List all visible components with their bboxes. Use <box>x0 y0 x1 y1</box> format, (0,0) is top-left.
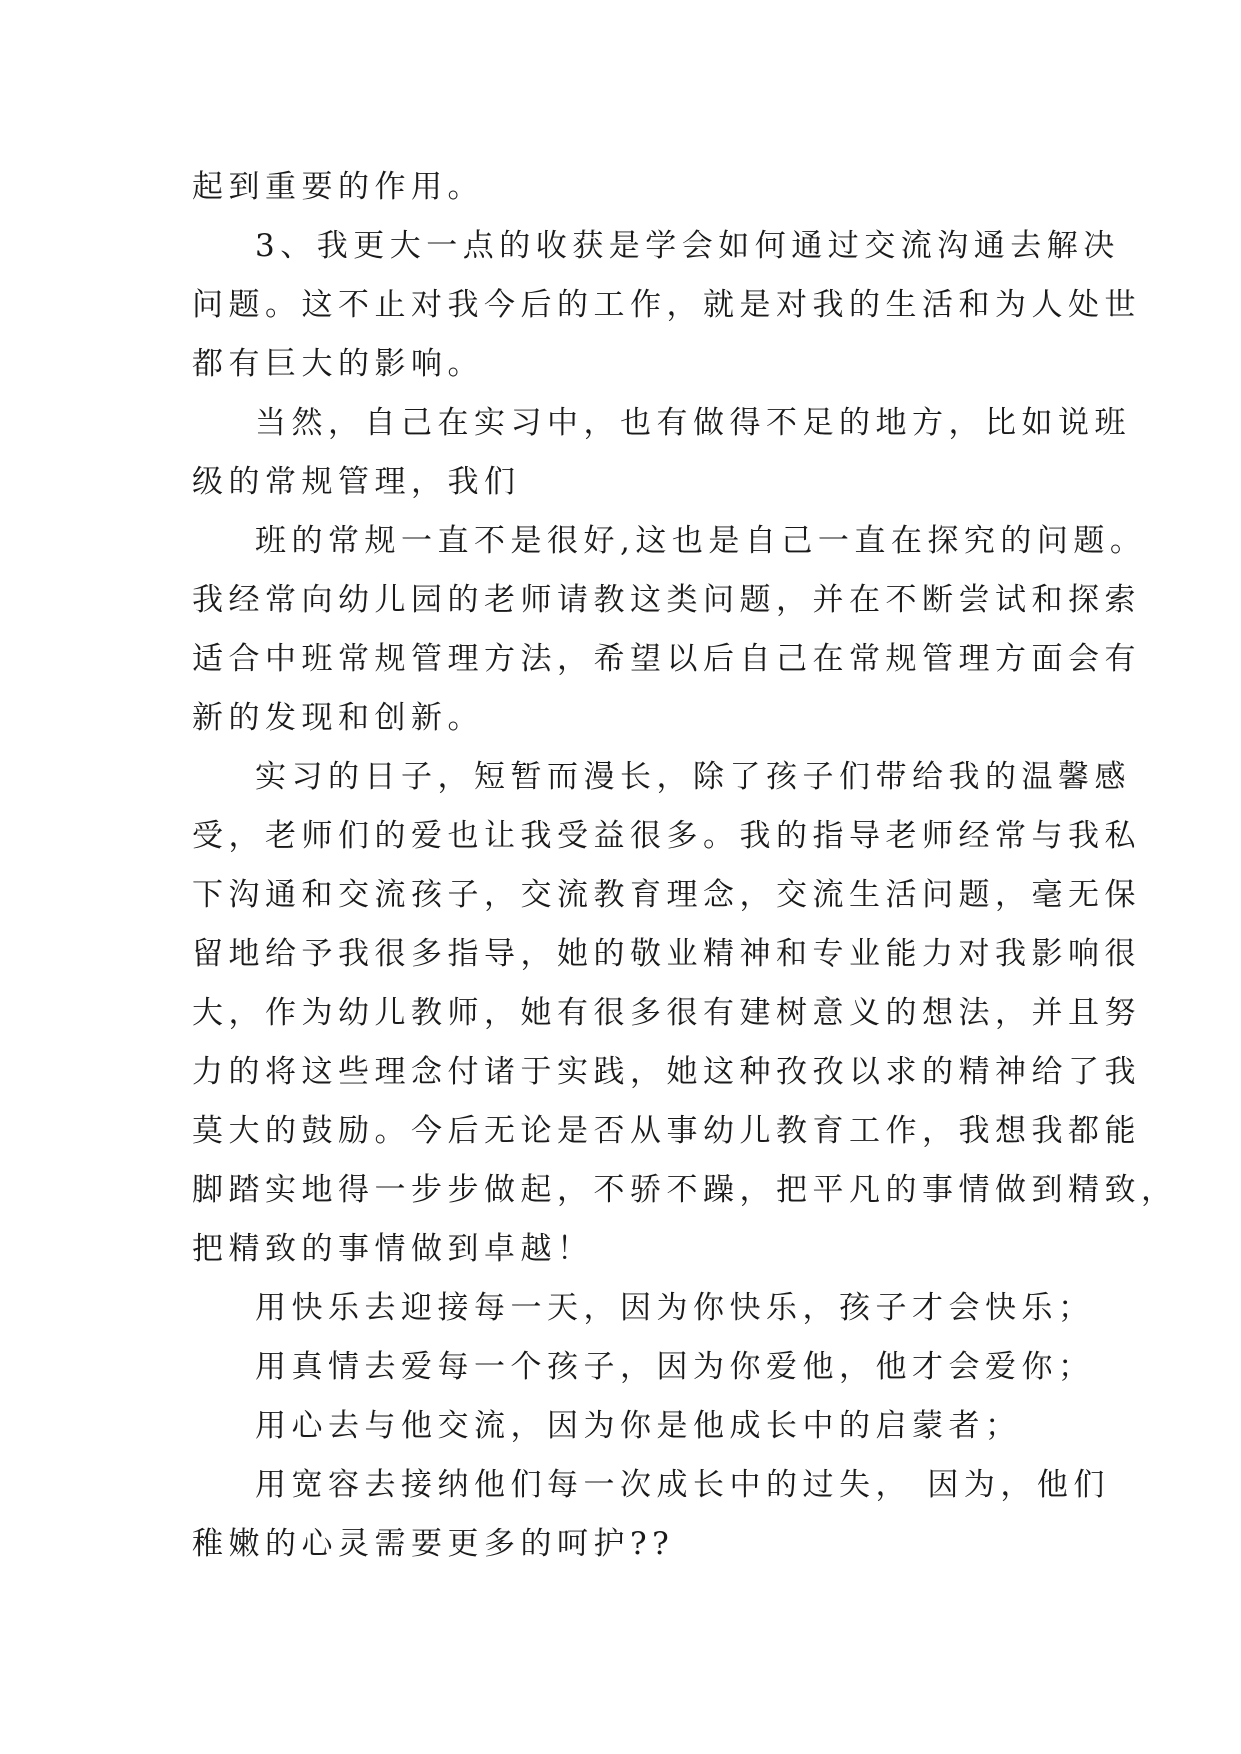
text-line: 实习的日子，短暂而漫长，除了孩子们带给我的温馨感 <box>255 759 1131 795</box>
text-line: 班的常规一直不是很好,这也是自己一直在探究的问题。 <box>255 523 1147 559</box>
text-line: 力的将这些理念付诸于实践，她这种孜孜以求的精神给了我 <box>192 1054 1141 1090</box>
text-line: 起到重要的作用。 <box>192 169 484 205</box>
text-line: 用宽容去接纳他们每一次成长中的过失， 因为，他们 <box>255 1467 1110 1503</box>
text-line: 把精致的事情做到卓越！ <box>192 1231 594 1267</box>
text-line: 下沟通和交流孩子，交流教育理念，交流生活问题，毫无保 <box>192 877 1141 913</box>
text-line: 问题。这不止对我今后的工作，就是对我的生活和为人处世 <box>192 287 1141 323</box>
text-line: 留地给予我很多指导，她的敬业精神和专业能力对我影响很 <box>192 936 1141 972</box>
body-text <box>192 158 1178 1574</box>
text-line: 适合中班常规管理方法，希望以后自己在常规管理方面会有 <box>192 641 1141 677</box>
text-line: 稚嫩的心灵需要更多的呵护?? <box>192 1526 675 1562</box>
text-line: 大，作为幼儿教师，她有很多很有建树意义的想法，并且努 <box>192 995 1141 1031</box>
text-line: 莫大的鼓励。今后无论是否从事幼儿教育工作，我想我都能 <box>192 1113 1141 1149</box>
text-line: 用快乐去迎接每一天，因为你快乐，孩子才会快乐； <box>255 1290 1095 1326</box>
text-line: 用心去与他交流，因为你是他成长中的启蒙者； <box>255 1408 1022 1444</box>
text-line: 用真情去爱每一个孩子，因为你爱他，他才会爱你； <box>255 1349 1095 1385</box>
text-line: 新的发现和创新。 <box>192 700 484 736</box>
text-line: 都有巨大的影响。 <box>192 346 484 382</box>
text-line: 脚踏实地得一步步做起，不骄不躁，把平凡的事情做到精致， <box>192 1172 1178 1208</box>
text-line: 受，老师们的爱也让我受益很多。我的指导老师经常与我私 <box>192 818 1141 854</box>
text-line: 当然，自己在实习中，也有做得不足的地方，比如说班 <box>255 405 1131 441</box>
text-line: 我经常向幼儿园的老师请教这类问题，并在不断尝试和探索 <box>192 582 1141 618</box>
text-line: 3、我更大一点的收获是学会如何通过交流沟通去解决 <box>255 228 1120 264</box>
text-line: 级的常规管理，我们 <box>192 464 521 500</box>
